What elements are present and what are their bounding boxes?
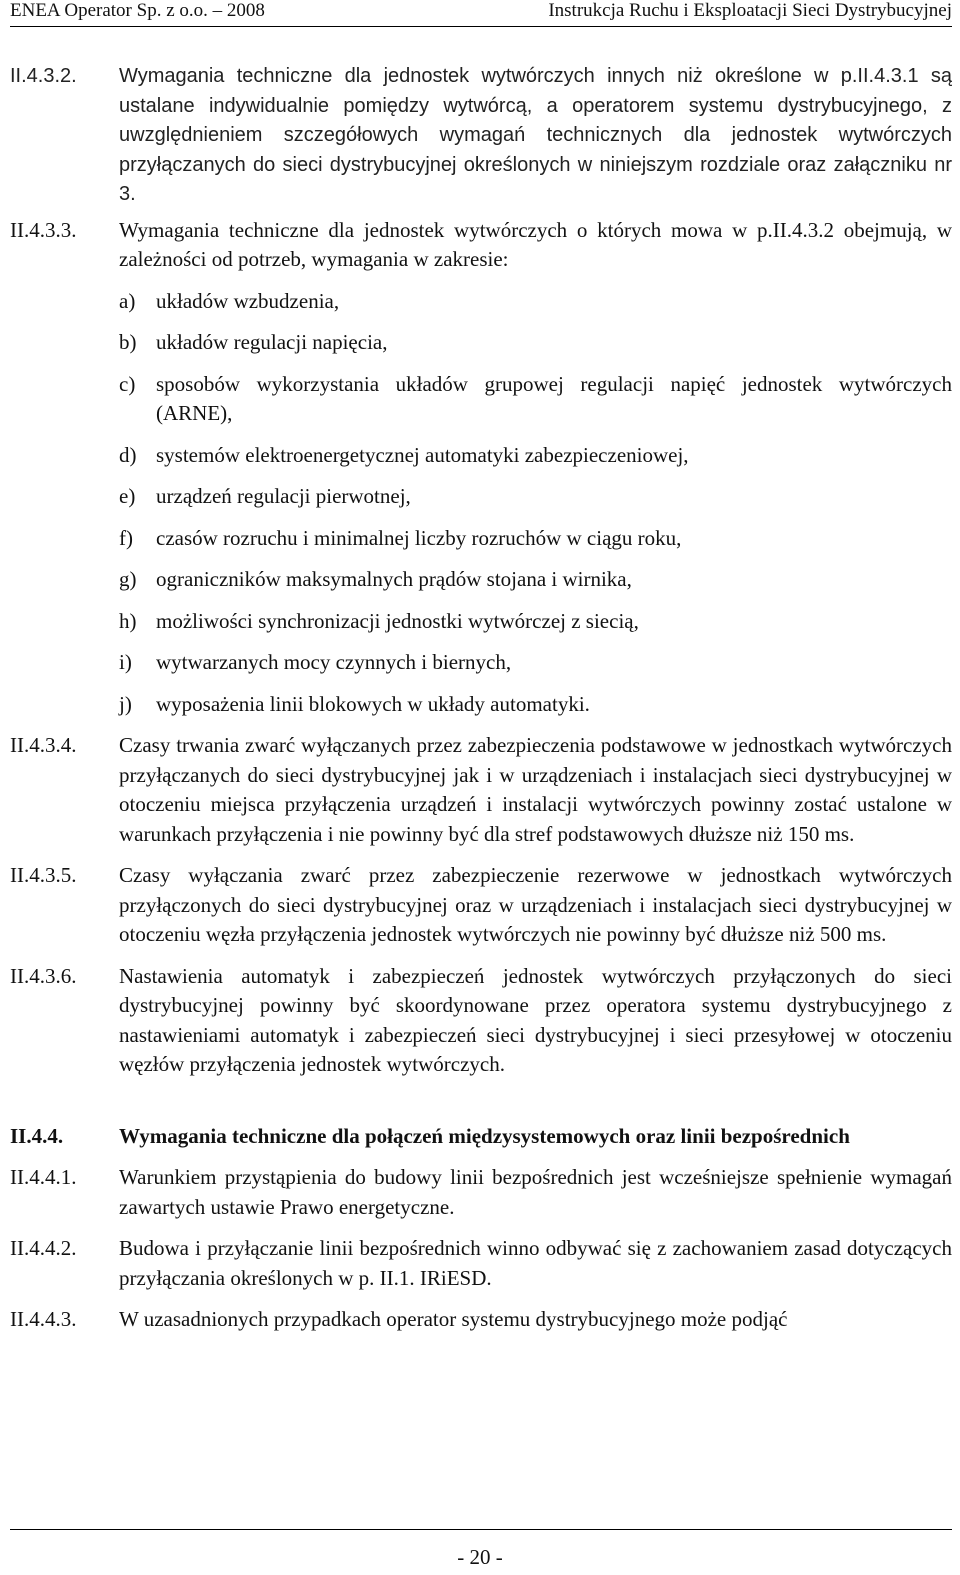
section-number: II.4.4.2. [10, 1236, 77, 1260]
section-II-4-3-2 [0, 62, 960, 210]
section-text: Wymagania techniczne dla jednostek wytwórczych innych niż określone w p.II.4.3.1 są ustalane indywidualnie pomiędzy wytwórcą, a operatorem systemu dystrybucyjnego, z uwzględnieniem szczegółowych wymagań technicznych dla jednostek wytwórczych przyłączanych do sieci dystrybucyjnej określonych w niniejszym rozdziale oraz załączniku nr 3. [119, 65, 952, 205]
section-text: W uzasadnionych przypadkach operator systemu dystrybucyjnego może podjąć [119, 1307, 788, 1331]
section-text: Wymagania techniczne dla jednostek wytwórczych o których mowa w p.II.4.3.2 obejmują, w zależności od potrzeb, wymagania w zakresie: [119, 217, 952, 271]
section-number: II.4.3.4. [10, 733, 77, 757]
list-item: f) czasów rozruchu i minimalnej liczby rozruchów w ciągu roku, [119, 525, 682, 550]
section-text: Czasy trwania zwarć wyłączanych przez zabezpieczenia podstawowe w jednostkach wytwórczych przyłączanych do sieci dystrybucyjnej jak i w urządzeniach i instalacjach sieci dystrybucyjnej w otoczeniu miejsca przyłączenia urządzeń i instalacji wytwórczych powinny zostać ustalone w warunkach przyłączenia i nie powinny być dla stref podstawowych dłuższe niż 150 ms. [119, 733, 952, 846]
section-II-4-3-4 [0, 731, 960, 849]
section-number: II.4.4.3. [10, 1307, 77, 1331]
list-item: d) systemów elektroenergetycznej automatyki zabezpieczeniowej, [119, 442, 689, 467]
list-item: h) możliwości synchronizacji jednostki wytwórczej z siecią, [119, 608, 639, 633]
list-item: i) wytwarzanych mocy czynnych i biernych, [119, 650, 512, 674]
section-II-4-3-3 [0, 216, 960, 720]
section-text: Budowa i przyłączanie linii bezpośrednich winno odbywać się z zachowaniem zasad dotyczących przyłączania określonych w p. II.1. IRiESD. [119, 1236, 952, 1290]
section-number: II.4.4. [10, 1123, 64, 1148]
list-item: b) układów regulacji napięcia, [119, 330, 388, 354]
header-right-title: Instrukcja Ruchu i Eksploatacji Sieci Dystrybucyjnej [548, 0, 952, 21]
list-item: g) ograniczników maksymalnych prądów stojana i wirnika, [119, 567, 632, 591]
footer-divider [10, 1529, 952, 1530]
requirements-list [119, 287, 952, 720]
section-number: II.4.3.3. [10, 217, 77, 242]
section-number: II.4.3.2. [10, 65, 77, 87]
section-text: Warunkiem przystąpienia do budowy linii bezpośrednich jest wcześniejsze spełnienie wymagań zawartych ustawie Prawo energetyczne. [119, 1165, 952, 1219]
page-number: - 20 - [457, 1545, 503, 1569]
list-item: a) układów wzbudzenia, [119, 288, 340, 313]
section-II-4-4-3 [0, 1305, 960, 1335]
section-heading: Wymagania techniczne dla połączeń międzysystemowych oraz linii bezpośrednich [119, 1123, 850, 1148]
section-II-4-3-6 [0, 962, 960, 1080]
document-body [0, 62, 960, 1335]
section-number: II.4.3.5. [10, 863, 77, 887]
section-text: Czasy wyłączania zwarć przez zabezpieczenie rezerwowe w jednostkach wytwórczych przyłączonych do sieci dystrybucyjnej oraz w urządzeniach i instalacjach sieci dystrybucyjnej w otoczeniu węzła przyłączenia jednostek wytwórczych nie powinny być dłuższe niż 500 ms. [119, 863, 952, 946]
section-II-4-4-1 [0, 1163, 960, 1222]
section-number: II.4.3.6. [10, 963, 77, 988]
section-II-4-3-5 [0, 861, 960, 950]
section-II-4-4-2 [0, 1234, 960, 1293]
section-heading-II-4-4 [0, 1122, 960, 1152]
page-header [10, 0, 952, 27]
section-text: Nastawienia automatyk i zabezpieczeń jednostek wytwórczych przyłączonych do sieci dystrybucyjnej powinny być skoordynowane przez operatora systemu dystrybucyjnego z nastawieniami automatyk i zabezpieczeń sieci dystrybucyjnej i sieci przesyłowej w otoczeniu węzłów przyłączenia jednostek wytwórczych. [119, 963, 952, 1076]
list-item: c) sposobów wykorzystania układów grupowej regulacji napięć jednostek wytwórczych (ARNE), [119, 371, 952, 425]
list-item: e) urządzeń regulacji pierwotnej, [119, 484, 411, 508]
list-item: j) wyposażenia linii blokowych w układy automatyki. [119, 691, 590, 716]
header-left-company: ENEA Operator Sp. z o.o. – 2008 [10, 0, 265, 21]
section-number: II.4.4.1. [10, 1165, 77, 1189]
